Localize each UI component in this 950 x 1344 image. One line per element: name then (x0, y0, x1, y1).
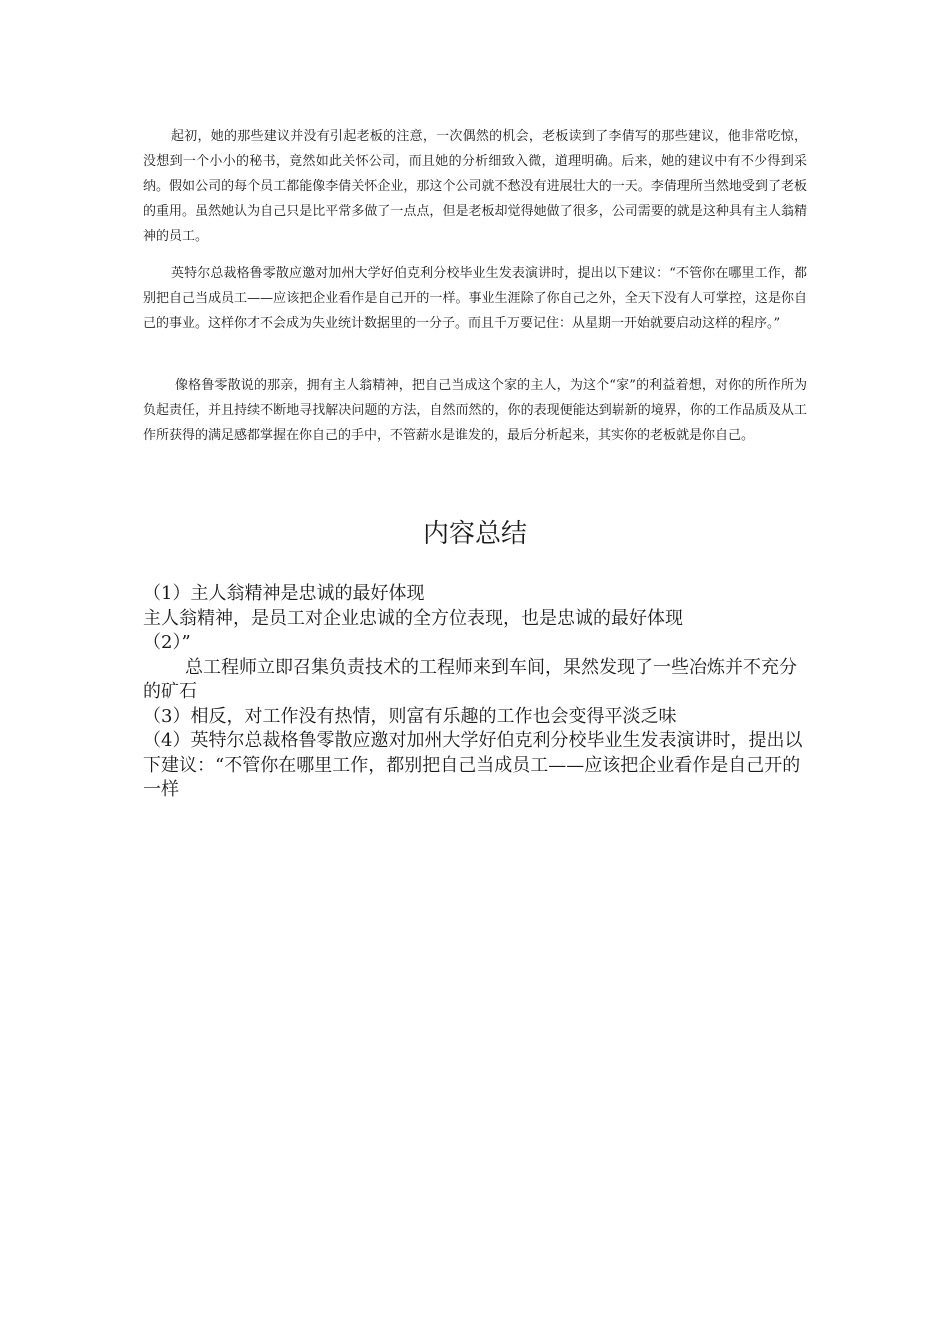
summary-line-3: （2）” (143, 632, 191, 653)
summary-line-1: （1）主人翁精神是忠诚的最好体现 (143, 583, 425, 604)
body-paragraph-2: 英特尔总裁格鲁零散应邀对加州大学好伯克利分校毕业生发表演讲时，提出以下建议：“不管你在哪里工作，都别把自己当成员工——应该把企业看作是自己开的一样。事业生涯除了你自己之外，全天下没有人可掌控，这是你自己的事业。这样你才不会成为失业统计数据里的一分子。而且千万要记住：从星期一开始就要启动这样的程序。” (143, 266, 807, 331)
summary-line-6: （4）英特尔总裁格鲁零散应邀对加州大学好伯克利分校毕业生发表演讲时，提出以下建议：“不管你在哪里工作，都别把自己当成员工——应该把企业看作是自己开的一样 (143, 730, 803, 800)
summary-section (143, 582, 807, 803)
body-paragraph-1: 起初，她的那些建议并没有引起老板的注意，一次偶然的机会，老板读到了李倩写的那些建议，他非常吃惊，没想到一个小小的秘书，竟然如此关怀公司，而且她的分析细致入微，道理明确。后来，她的建议中有不少得到采纳。假如公司的每个员工都能像李倩关怀企业，那这个公司就不愁没有进展壮大的一天。李倩理所当然地受到了老板的重用。虽然她认为自己只是比平常多做了一点点，但是老板却觉得她做了很多，公司需要的就是这种具有主人翁精神的员工。 (143, 129, 807, 244)
body-paragraph-3: 像格鲁零散说的那亲，拥有主人翁精神，把自己当成这个家的主人，为这个“家”的利益着想，对你的所作所为负起责任，并且持续不断地寻找解决问题的方法，自然而然的，你的表现便能达到崭新的境界，你的工作品质及从工作所获得的满足感都掌握在你自己的手中，不管薪水是谁发的，最后分析起来，其实你的老板就是你自己。 (143, 378, 807, 443)
summary-line-5: （3）相反，对工作没有热情，则富有乐趣的工作也会变得平淡乏味 (143, 705, 677, 727)
summary-heading: 内容总结 (422, 519, 527, 549)
summary-line-2: 主人翁精神，是员工对企业忠诚的全方位表现，也是忠诚的最好体现 (143, 607, 683, 629)
summary-line-4: 总工程师立即召集负责技术的工程师来到车间，果然发现了一些冶炼并不充分的矿石 (143, 656, 797, 702)
